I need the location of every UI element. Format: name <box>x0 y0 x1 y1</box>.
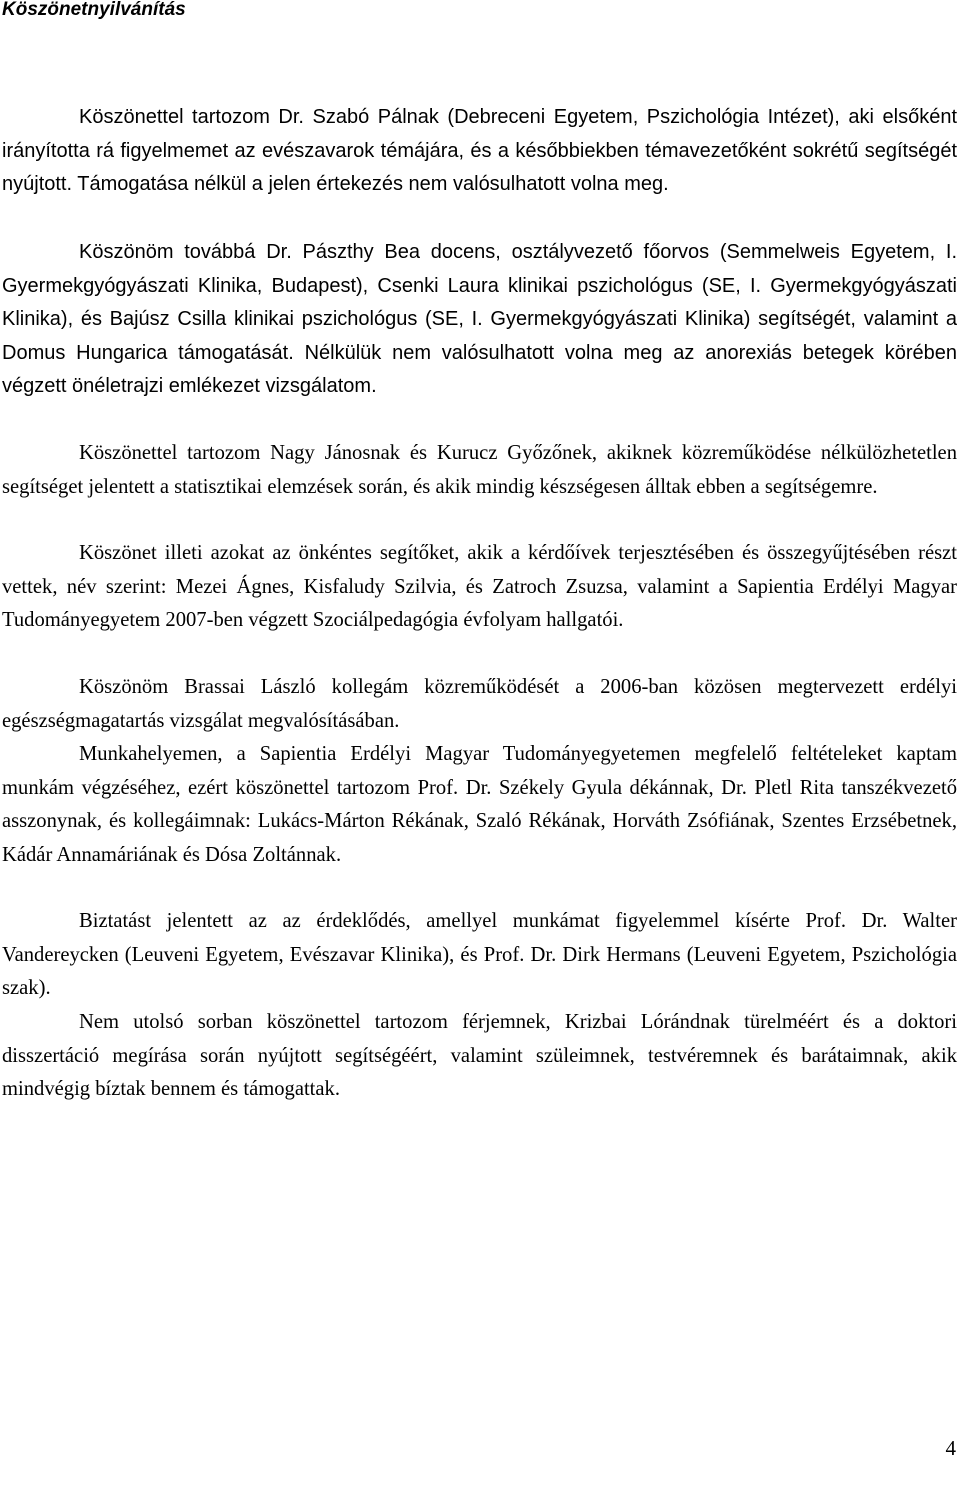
paragraph-8: Nem utolsó sorban köszönettel tartozom férjemnek, Krizbai Lórándnak türelméért és a doktori disszertáció megírása során nyújtott segítségéért, valamint szüleimnek, testvéremnek és barátaimnak, akik mindvégig bíztak bennem és támogattak. <box>2 1011 957 1101</box>
paragraph-1: Köszönettel tartozom Dr. Szabó Pálnak (Debreceni Egyetem, Pszichológia Intézet), aki elsőként irányította rá figyelmemet az evészavarok témájára, és a későbbiekben témavezetőként sokrétű segítségét nyújtott. Támogatása nélkül a jelen értekezés nem valósulhatott volna meg. <box>2 106 957 196</box>
paragraph-3: Köszönettel tartozom Nagy Jánosnak és Kurucz Győzőnek, akiknek közreműködése nélkülözhetetlen segítséget jelentett a statisztikai elemzések során, és akik mindig készségesen álltak ebben a segítségemre. <box>2 442 957 498</box>
paragraph-2: Köszönöm továbbá Dr. Pászthy Bea docens, osztályvezető főorvos (Semmelweis Egyetem, I. Gyermekgyógyászati Klinika, Budapest), Csenki Laura klinikai pszichológus (SE, I. Gyermekgyógyászati Klinika), és Bajúsz Csilla klinikai pszichológus (SE, I. Gyermekgyógyászati Klinika) segítségét, valamint a Domus Hungarica támogatását. Nélkülük nem valósulhatott volna meg az anorexiás betegek körében végzett önéletrajzi emlékezet vizsgálatom. <box>2 241 957 398</box>
paragraph-7: Biztatást jelentett az az érdeklődés, amellyel munkámat figyelemmel kísérte Prof. Dr. Walter Vandereycken (Leuveni Egyetem, Evészavar Klinika), és Prof. Dr. Dirk Hermans (Leuveni Egyetem, Pszichológia szak). <box>2 910 957 1000</box>
paragraph-4: Köszönet illeti azokat az önkéntes segítőket, akik a kérdőívek terjesztésében és összegyűjtésében részt vettek, név szerint: Mezei Ágnes, Kisfaludy Szilvia, és Zatroch Zsuzsa, valamint a Sapientia Erdélyi Magyar Tudományegyetem 2007-ben végzett Szociálpedagógia évfolyam hallgatói. <box>2 542 957 632</box>
paragraph-6: Munkahelyemen, a Sapientia Erdélyi Magyar Tudományegyetemen megfelelő feltételeket kaptam munkám végzéséhez, ezért köszönettel tartozom Prof. Dr. Székely Gyula dékánnak, Dr. Pletl Rita tanszékvezető asszonynak, és kollegáimnak: Lukács-Márton Rékának, Szaló Rékának, Horváth Zsófiának, Szentes Erzsébetnek, Kádár Annamáriának és Dósa Zoltánnak. <box>2 743 957 866</box>
page-number: 4 <box>945 1436 956 1460</box>
paragraph-5: Köszönöm Brassai László kollegám közreműködését a 2006-ban közösen megtervezett erdélyi egészségmagatartás vizsgálat megvalósításában. <box>2 676 957 732</box>
section-heading: Köszönetnyilvánítás <box>2 0 186 20</box>
